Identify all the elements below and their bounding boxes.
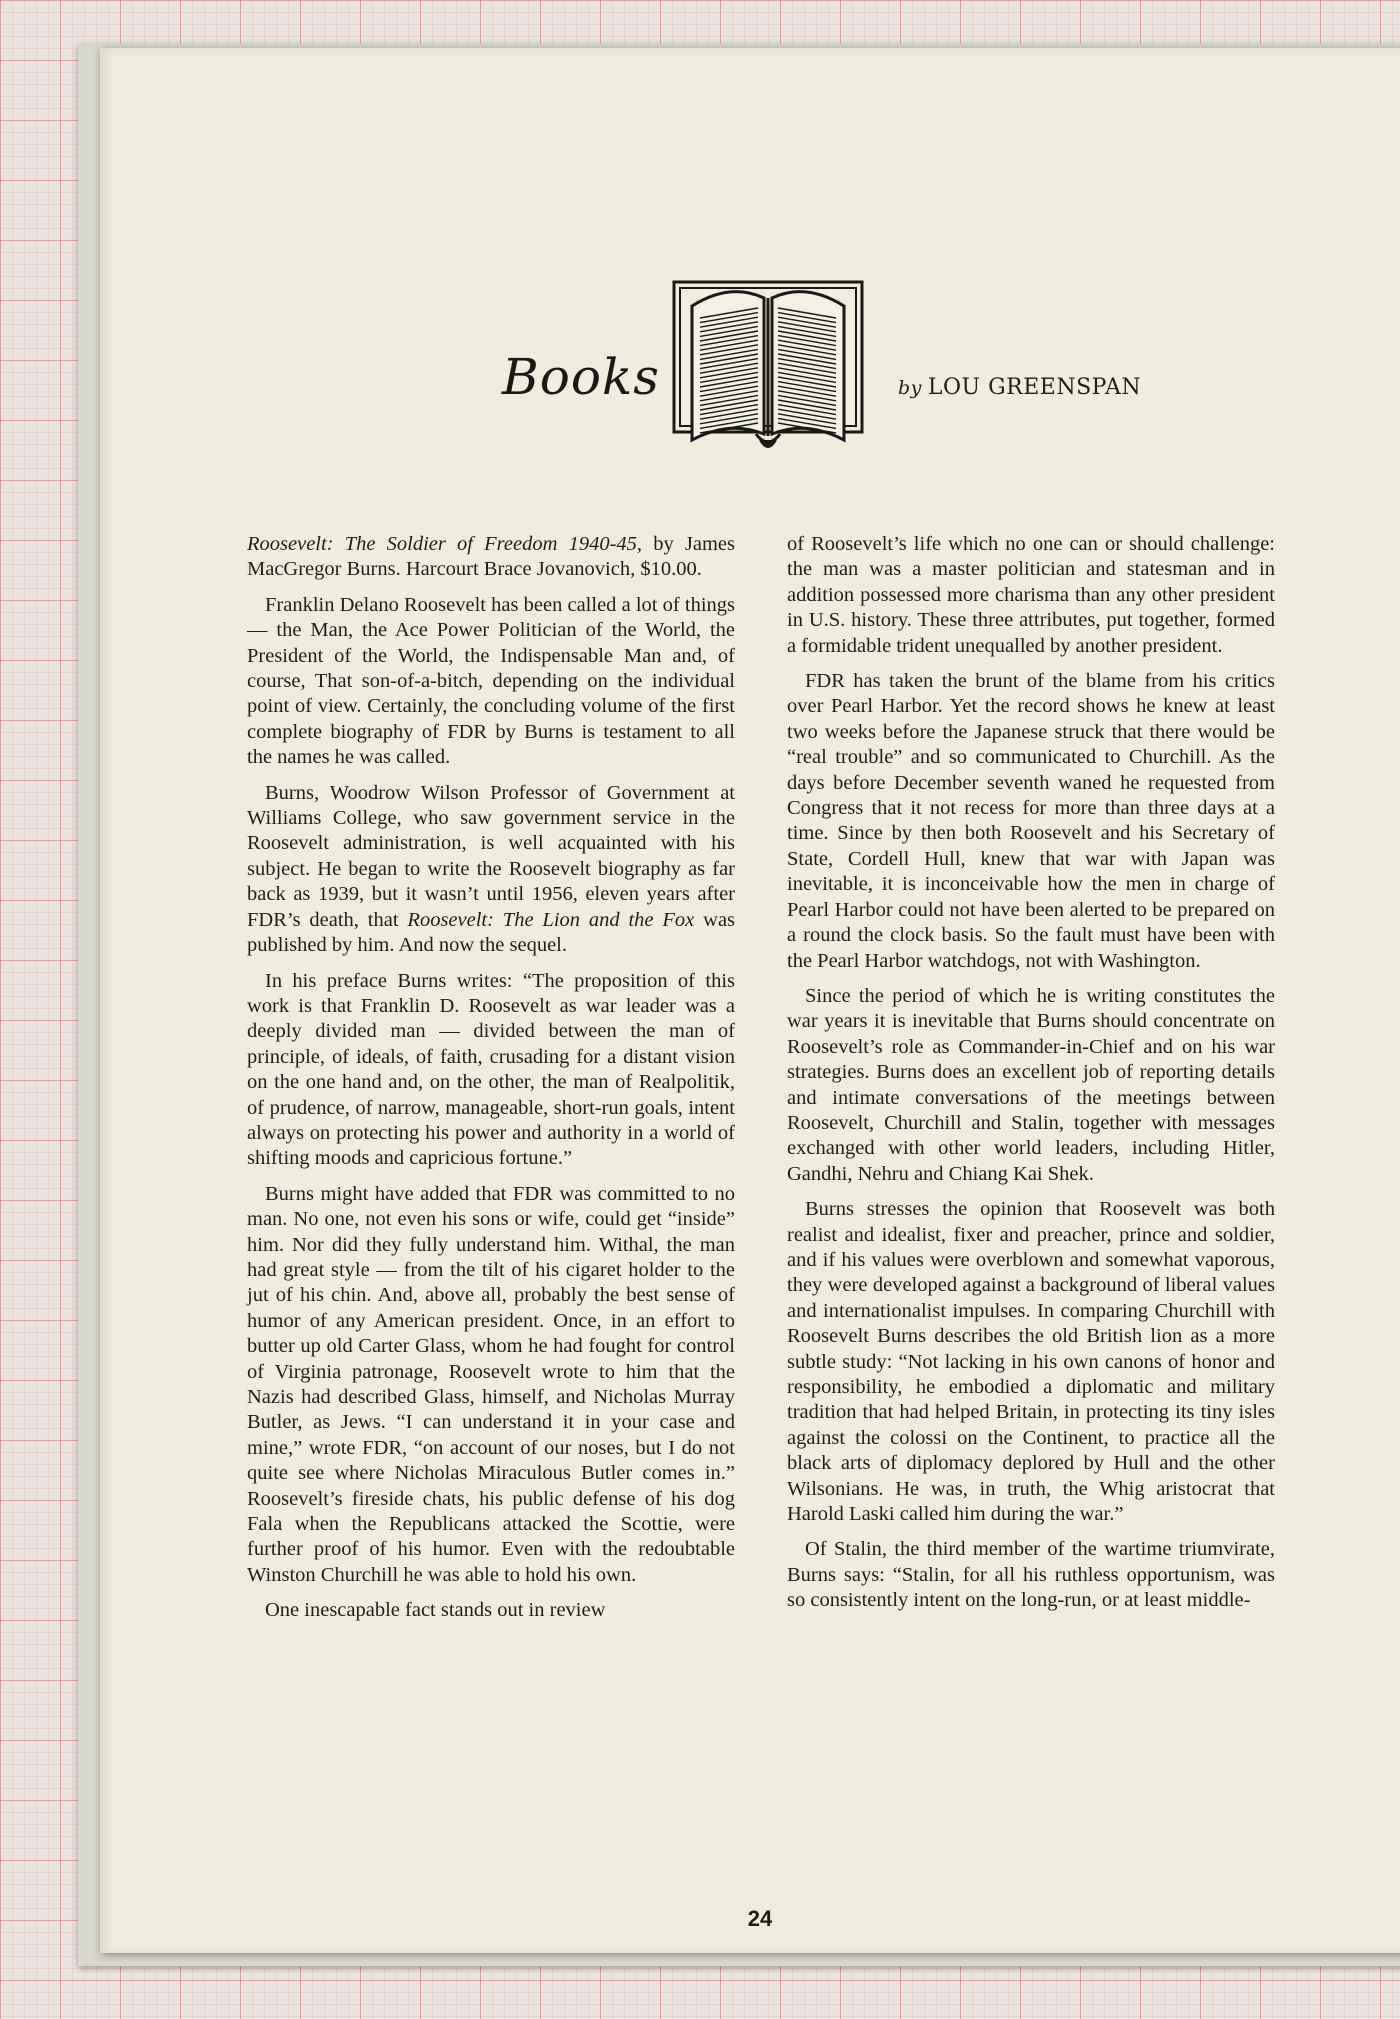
book-citation	[247, 532, 735, 583]
paragraph: Since the period of which he is writing constitutes the war years it is inevitable that Burns should concentrate on Roosevelt’s role as Commander-in-Chief and on his war strategies. Burns does an excellent job of reporting details and intimate conversations of the meetings between Roosevelt, Churchill and Stalin, together with messages exchanged with other world leaders, including Hitler, Gandhi, Nehru and Chiang Kai Shek.	[787, 984, 1275, 1185]
burns-text-a: Burns, Woodrow Wilson Professor of Government at Williams College, who saw government service in the Roosevelt administration, is well acquainted with his subject. He began to write the Roosevelt biography as far back as 1939, but it wasn’t until 1956, eleven years after FDR’s death, that	[247, 781, 735, 931]
earlier-book-title: Roosevelt: The Lion and the Fox	[407, 908, 695, 931]
left-column	[247, 532, 735, 1634]
paragraph: FDR has taken the brunt of the blame from his critics over Pearl Harbor. Yet the record shows he knew at least two weeks before the Japanese struck that there would be “real trouble” and so communicated to Churchill. As the days before December seventh waned he requested from Congress that it not recess for more than three days at a time. Since by then both Roosevelt and his Secretary of State, Cordell Hull, knew that war with Japan was inevitable, it is inconceivable how the men in charge of Pearl Harbor could not have been alerted to be prepared on a round the clock basis. So the fault must have been with the Pearl Harbor watchdogs, not with Washington.	[787, 670, 1275, 972]
paragraph: Of Stalin, the third member of the wartime triumvirate, Burns says: “Stalin, for all his ruthless opportunism, was so consistently intent on the long-run, or at least middle-	[787, 1538, 1275, 1612]
page-number: 24	[747, 1906, 773, 1931]
book-title: Roosevelt: The Soldier of Freedom 1940-45,	[247, 533, 643, 555]
book-meta: by James MacGregor Burns. Harcourt Brace Jovanovich, $10.00.	[247, 533, 735, 581]
open-book-icon	[670, 264, 866, 456]
right-column	[787, 532, 1275, 1624]
paragraph: In his preface Burns writes: “The proposition of this work is that Franklin D. Roosevelt as war leader was a deeply divided man — divided between the man of principle, of ideals, of faith, crusading for a distant vision on the one hand and, on the other, the man of Realpolitik, of prudence, of narrow, manageable, short-run goals, intent always on protecting his power and authority in a world of shifting moods and capricious fortune.”	[247, 969, 735, 1170]
paragraph: Franklin Delano Roosevelt has been called a lot of things — the Man, the Ace Power Politician of the World, the President of the World, the Indispensable Man and, of course, That son-of-a-bitch, depending on the individual point of view. Certainly, the concluding volume of the first complete biography of FDR by Burns is testament to all the names he was called.	[247, 593, 735, 769]
byline	[898, 375, 1141, 400]
paragraph: Burns stresses the opinion that Roosevelt was both realist and idealist, fixer and preacher, prince and soldier, and if his values were overblown and somewhat vaporous, they were developed against a background of liberal values and internationalist impulses. In comparing Churchill with Roosevelt Burns describes the old British lion as a more subtle study: “Not lacking in his own canons of honor and responsibility, he embodied a diplomatic and military tradition that had helped Britain, in protecting its tiny isles against the colossi on the Continent, to practice all the black arts of diplomacy deplored by Hull and the other Wilsonians. He was, in truth, the Whig aristocrat that Harold Laski called him during the war.”	[787, 1198, 1275, 1526]
paragraph: One inescapable fact stands out in review	[265, 1599, 606, 1622]
paragraph: Burns might have added that FDR was committed to no man. No one, not even his sons or wife, could get “inside” him. Nor did they fully understand him. Withal, the man had great style — from the tilt of his cigaret holder to the jut of his chin. And, above all, probably the best sense of humor of any American president. Once, in an effort to butter up old Carter Glass, whom he had fought for control of Virginia patronage, Roosevelt wrote to him that the Nazis had described Glass, himself, and Nicholas Murray Butler, as Jews. “I can understand it in your case and mine,” wrote FDR, “on account of our noses, but I do not quite see where Nicholas Miraculous Butler comes in.” Roosevelt’s fireside chats, his public defense of his dog Fala when the Republicans attacked the Scottie, were further proof of his humor. Even with the redoubtable Winston Churchill he was able to hold his own.	[247, 1182, 735, 1586]
byline-author: LOU GREENSPAN	[927, 375, 1142, 400]
section-title: Books	[502, 348, 660, 406]
books-header	[100, 218, 1400, 468]
burns-text-b: was published by him. And now the sequel.	[247, 908, 736, 957]
paragraph: of Roosevelt’s life which no one can or should challenge: the man was a master politician and statesman and in addition possessed more charisma than any other president in U.S. history. These three attributes, put together, formed a formidable trident unequalled by another president.	[787, 533, 1275, 657]
byline-prefix: by	[898, 377, 922, 399]
magazine-page	[100, 48, 1400, 1953]
paragraph-burns	[247, 781, 735, 959]
